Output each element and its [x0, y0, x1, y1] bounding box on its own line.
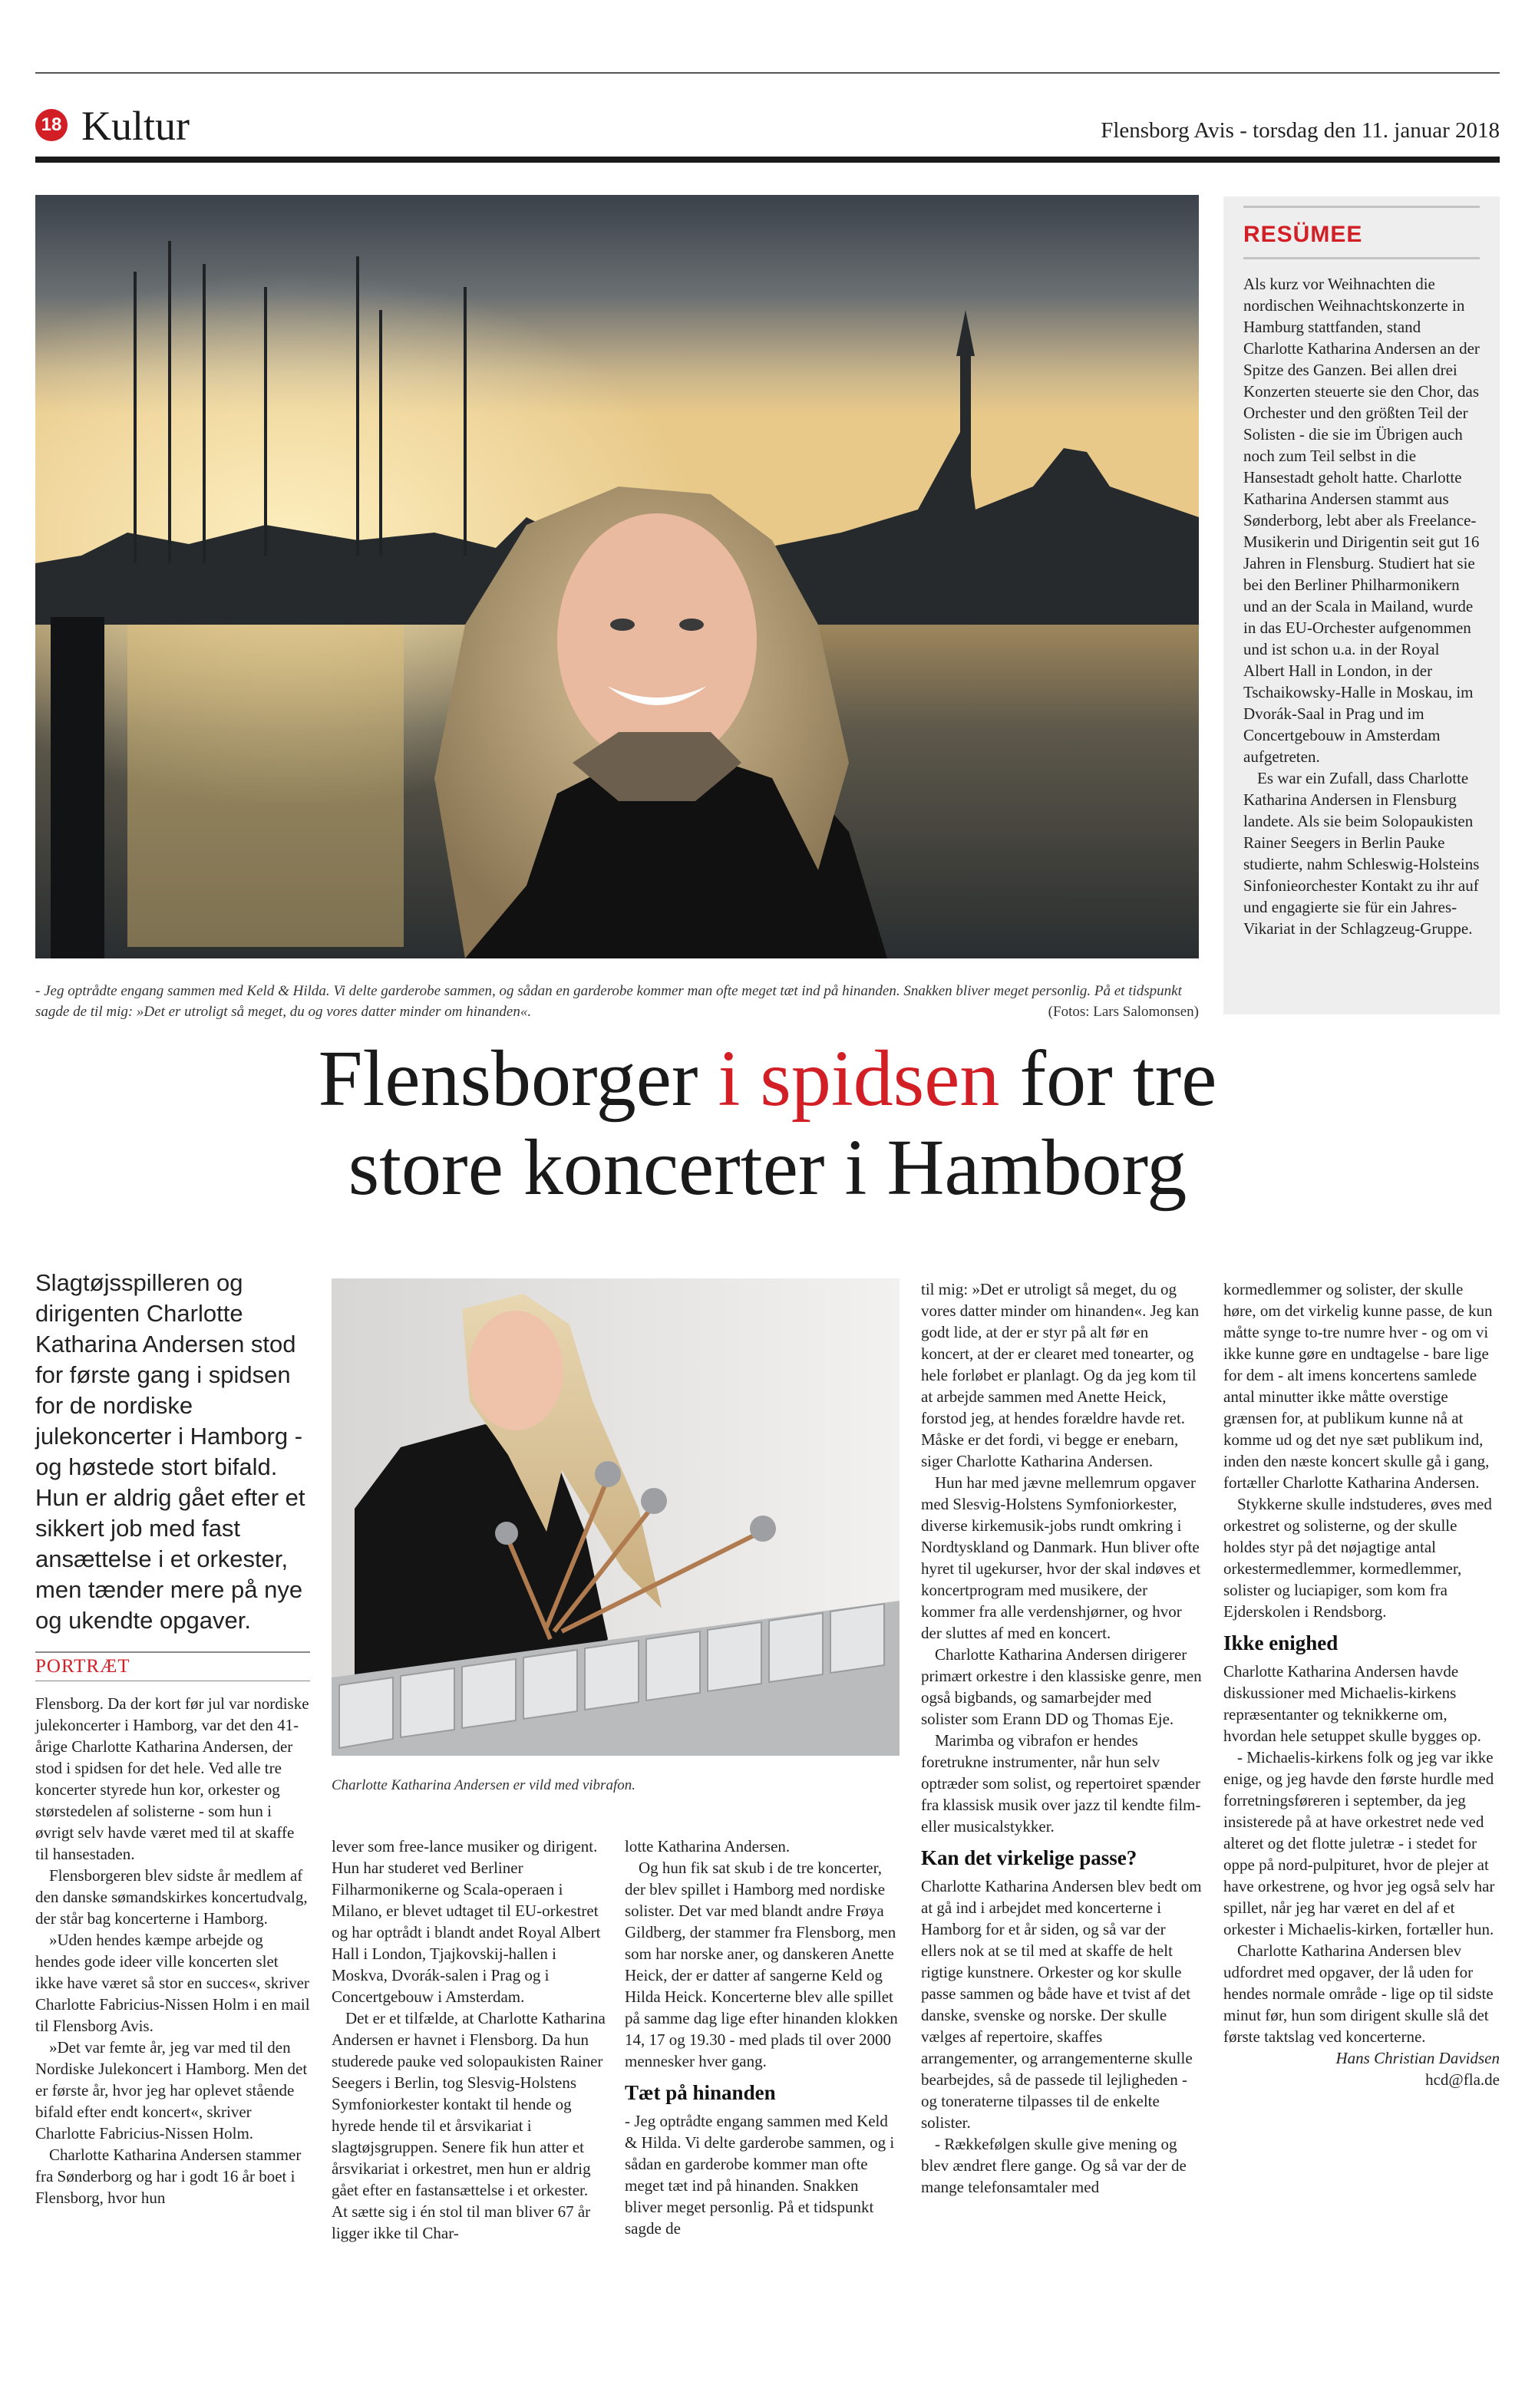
- resume-sub-rule: [1243, 257, 1480, 259]
- headline-part-3: for tre: [999, 1034, 1217, 1123]
- main-photo-caption: [35, 981, 1199, 1022]
- photo-credit: (Fotos: Lars Salomonsen): [1048, 1004, 1199, 1020]
- body-paragraph: Stykkerne skulle indstuderes, øves med orkestret og solisterne, og der skulle holdes styr på det nøjagtige antal orkestermedlemmer, kormedlemmer, solister og luciapiger, som kom fra Ejderskolen i Rendsborg.: [1223, 1495, 1492, 1621]
- body-column-4: [921, 1278, 1202, 2198]
- body-column-1: [35, 1693, 310, 2208]
- body-paragraph: Charlotte Katharina Andersen havde diskussioner med Michaelis-kirkens repræsentanter og teknikkerne om, hvordan hele setuppet skulle bygges op.: [1223, 1662, 1481, 1745]
- author-email[interactable]: hcd@fla.de: [1425, 2070, 1500, 2089]
- lead-paragraph: Slagtøjsspilleren og dirigenten Charlotte Katharina Andersen stod for første gang i spidsen for de nordiske julekoncerter i Hamborg - og høstede stort bifald. Hun er aldrig gået efter et sikkert job med fast ansættelse i et orkester, men tænder mere på nye og ukendte opgaver.: [35, 1269, 305, 1634]
- rubric-rule: [35, 1651, 310, 1653]
- headline-line-2: store koncerter i Hamborg: [348, 1123, 1187, 1212]
- body-paragraph: Det er et tilfælde, at Charlotte Katharina Andersen er havnet i Flensborg. Da hun studerede pauke ved solopaukisten Rainer Seegers i Berlin, tog Slesvig-Holstens Symfoniorkester kontakt til hende og hyrede hende til et årsvikariat i slagtøjsgruppen. Senere fik hun atter et årsvikariat i orkestret, men hun er aldrig gået efter en fastansættelse i et orkester. At sætte sig i én stol til man bliver 67 år ligger ikke til Char-: [332, 2009, 606, 2242]
- subheading: Kan det virkelige passe?: [921, 1846, 1137, 1869]
- resume-box: [1223, 196, 1500, 1014]
- resume-paragraph: Es war ein Zufall, dass Charlotte Katharina Andersen in Flensburg landete. Als sie beim Solopaukisten Rainer Seegers in Berlin Pauke studierte, nahm Schleswig-Holsteins Sinfonieorchester Kontakt zu ihr auf und engagierte sie für ein Jahres-Vikariat in der Schlagzeug-Gruppe.: [1243, 769, 1480, 938]
- vibraphone-photo: [332, 1278, 900, 1756]
- body-paragraph: Hun har med jævne mellemrum opgaver med Slesvig-Holstens Symfoniorkester, diverse kirkemusik-jobs rundt omkring i Nordtyskland og Danmark. Hun bliver ofte hyret til ugekurser, hvor der skal indøves et koncertprogram med musikere, der kommer fra alle verdenshjørner, og hvor der sluttes af med en koncert.: [921, 1473, 1201, 1642]
- body-column-5: [1223, 1278, 1500, 2090]
- body-column-3: [625, 1836, 900, 2239]
- body-paragraph: lotte Katharina Andersen.: [625, 1837, 791, 1855]
- resume-top-rule: [1243, 206, 1480, 208]
- body-paragraph: Flensborg. Da der kort før jul var nordiske julekoncerter i Hamborg, var det den 41-årige Charlotte Katharina Andersen, der stod i spidsen for det hele. Ved alle tre koncerter styrede hun kor, orkester og størstedelen af solisterne - som hun i øvrigt selv havde været med til at skaffe til hansestaden.: [35, 1694, 309, 1863]
- body-paragraph: - Jeg optrådte engang sammen med Keld & Hilda. Vi delte garderobe sammen, og i sådan en garderobe kommer man ofte meget tæt ind på hinanden. Snakken bliver meget personlig. På et tidspunkt sagde de: [625, 2112, 895, 2238]
- page-number-badge: 18: [35, 109, 68, 141]
- body-paragraph: Charlotte Katharina Andersen dirigerer primært orkestre i den klassiske genre, men også bigbands, og samarbejder med solister som Erann DD og Thomas Eje.: [921, 1645, 1202, 1728]
- body-paragraph: Marimba og vibrafon er hendes foretrukne instrumenter, når hun selv optræder som solist, og repertoiret spænder fra klassisk musik over jazz til kendte film- eller musicalstykker.: [921, 1731, 1201, 1836]
- vibraphone-photo-caption: Charlotte Katharina Andersen er vild med vibrafon.: [332, 1777, 635, 1793]
- main-photo: [35, 195, 1199, 958]
- body-paragraph: Charlotte Katharina Andersen blev udfordret med opgaver, der lå uden for hendes normale område - lige op til sidste minut før, hun som dirigent skulle slå det første taktslag ved koncerterne.: [1223, 1941, 1494, 2046]
- body-paragraph: Charlotte Katharina Andersen blev bedt om at gå ind i arbejdet med koncerterne i Hamborg for et år siden, og så var der ellers nok at se til med at skaffe de helt rigtige kunstnere. Orkester og kor skulle passe sammen og både have et tvist af det danske, svenske og norske. Der skulle vælges af repertoire, skaffes arrangementer, og arrangementerne skulle bearbejdes, så de passede til lejligheden - og toneraterne tilpasses til de enkelte solister.: [921, 1877, 1202, 2132]
- body-paragraph: »Det var femte år, jeg var med til den Nordiske Julekoncert i Hamborg. Men det er første år, hvor jeg har oplevet stående bifald efter endt koncert«, skriver Charlotte Fabricius-Nissen Holm.: [35, 2038, 308, 2142]
- resume-paragraph: Als kurz vor Weihnachten die nordischen Weihnachtskonzerte in Hamburg stattfanden, stand Charlotte Katharina Andersen an der Spitze des Ganzen. Bei allen drei Konzerten steuerte sie den Chor, das Orchester und den größten Teil der Solisten - die sie im Übrigen auch noch zum Teil selbst in die Hansestadt geholt hatte. Charlotte Katharina Andersen stammt aus Sønderborg, lebt aber als Freelance-Musikerin und Dirigentin seit gut 16 Jahren in Flensburg. Studiert hat sie bei den Berliner Philharmonikern und an der Scala in Mailand, wurde in das EU-Orchester aufgenommen und ist schon u.a. in der Royal Albert Hall in London, in der Tschaikowsky-Halle in Moskau, im Dvorák-Saal in Prag und im Concertgebouw in Amsterdam aufgetreten.: [1243, 275, 1480, 766]
- headline: [35, 1034, 1500, 1212]
- body-paragraph: Og hun fik sat skub i de tre koncerter, der blev spillet i Hamborg med nordiske solister. Det var med blandt andre Frøya Gildberg, der stammer fra Flensborg, men som har norske aner, og danskeren Anette Heick, der er datter af sangerne Keld og Hilda Heick. Koncerterne blev alle spillet på samme dag lige efter hinanden klokken 14, 17 og 19.30 - med plads til over 2000 mennesker hver gang.: [625, 1859, 898, 2070]
- body-paragraph: Charlotte Katharina Andersen stammer fra Sønderborg og har i godt 16 år boet i Flensborg, hvor hun: [35, 2146, 302, 2207]
- body-paragraph: Flensborgeren blev sidste år medlem af den danske sømandskirkes koncertudvalg, der står bag koncerterne i Hamborg.: [35, 1866, 308, 1928]
- rubric-label: PORTRÆT: [35, 1656, 130, 1677]
- body-paragraph: - Rækkefølgen skulle give mening og blev ændret flere gange. Og så var der de mange telefonsamtaler med: [921, 2135, 1187, 2196]
- headline-highlight: i spidsen: [718, 1034, 1000, 1123]
- body-column-2: [332, 1836, 606, 2244]
- harbor-portrait-image: [35, 195, 1199, 958]
- headline-part-1: Flensborger: [318, 1034, 718, 1123]
- subheading: Ikke enighed: [1223, 1631, 1339, 1654]
- vibraphone-player-image: [332, 1278, 900, 1756]
- top-rule: [35, 72, 1500, 74]
- section-name: Kultur: [81, 103, 190, 149]
- resume-title: RESÜMEE: [1243, 222, 1363, 247]
- subheading: Tæt på hinanden: [625, 2081, 776, 2104]
- header-rule: [35, 157, 1500, 163]
- headline-line-1: [35, 1034, 1500, 1123]
- body-paragraph: - Michaelis-kirkens folk og jeg var ikke enige, og jeg havde den første hurdle med forretningsføreren i september, da jeg insisterede på at have orkestret nede ved alteret og det flotte juletræ - i stedet for oppe på nord-pulpituret, hvor de plejer at have orkestrene, og hvor jeg også selv har spillet, når jeg har været en del af et orkester i Michaelis-kirken, fortæller hun.: [1223, 1748, 1495, 1938]
- dateline: Flensborg Avis - torsdag den 11. januar 2018: [1101, 118, 1500, 143]
- main-photo-caption-text: - Jeg optrådte engang sammen med Keld & Hilda. Vi delte garderobe sammen, og sådan en garderobe kommer man ofte meget tæt ind på hinanden. Snakken bliver meget personlig. På et tidspunkt sagde de til mig: »Det er utroligt så meget, du og vores datter minder om hinanden«.: [35, 983, 1182, 1020]
- body-paragraph: til mig: »Det er utroligt så meget, du og vores datter minder om hinanden«. Jeg kan godt lide, at der er styr på alt før en koncert, at der er clearet med tonearter, og hele forløbet er planlagt. Og da jeg kom til at arbejde sammen med Anette Heick, forstod jeg, at hendes forældre havde ret. Måske er det fordi, vi begge er enebarn, siger Charlotte Katharina Andersen.: [921, 1280, 1200, 1470]
- byline: Hans Christian Davidsen: [1335, 2049, 1500, 2067]
- body-paragraph: lever som free-lance musiker og dirigent. Hun har studeret ved Berliner Filharmonikerne og Scala-operaen i Milano, er blevet udtaget til EU-orkestret og har optrådt i blandt andet Royal Albert Hall i London, Tjajkovskij-hallen i Moskva, Dvorák-salen i Prag og i Concertgebouw i Amsterdam.: [332, 1837, 601, 2006]
- page-header: [35, 101, 1500, 158]
- body-paragraph: »Uden hendes kæmpe arbejde og hendes gode ideer ville koncerten slet ikke have været så stor en succes«, skriver Charlotte Fabricius-Nissen Holm i en mail til Flensborg Avis.: [35, 1931, 310, 2035]
- body-paragraph: kormedlemmer og solister, der skulle høre, om det virkelig kunne passe, de kun måtte synge to-tre numre hver - og om vi ikke kunne gøre en undtagelse - bare lige for dem - alt imens koncertens samlede antal minutter ikke måtte overstige grænsen for, at publikum kunne nå at komme ud og det nye sæt publikum ind, inden den næste koncert skulle gå i gang, fortæller Charlotte Katharina Andersen.: [1223, 1280, 1493, 1492]
